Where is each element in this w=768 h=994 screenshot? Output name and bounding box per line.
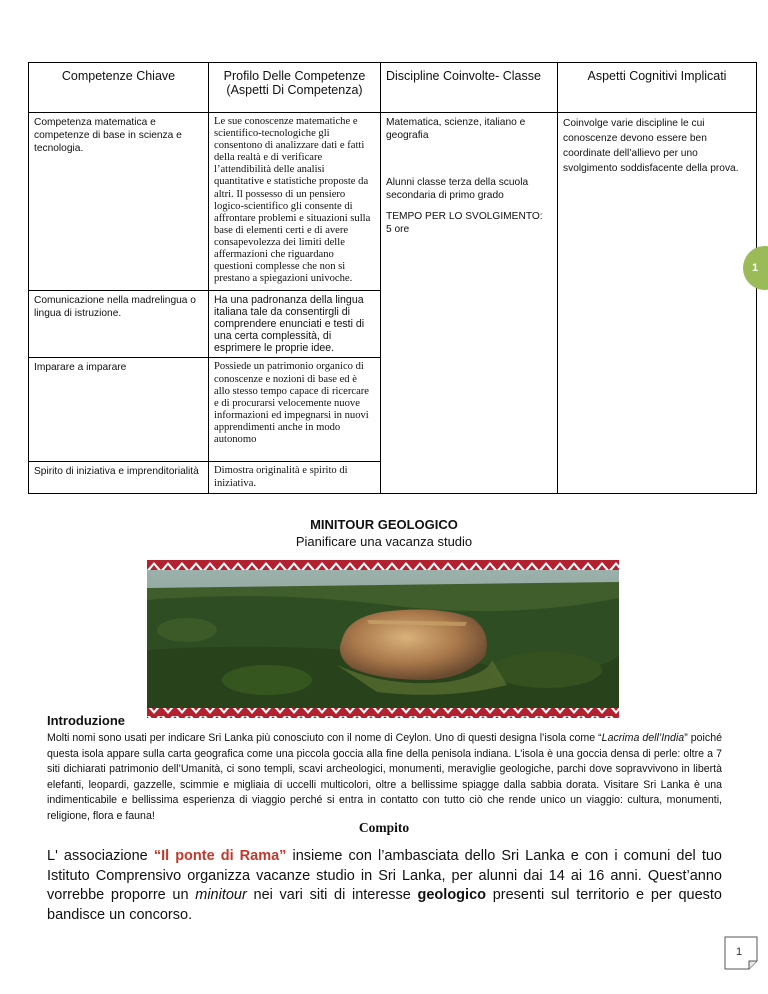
header-discipline: Discipline Coinvolte- Classe <box>381 63 558 113</box>
cell-profilo: Possiede un patrimonio organico di conoscenze e nozioni di base ed è allo stesso tempo capace di ricercare e di procurarsi velocemente nuove informazioni ed impegnarsi in nuovi apprendimenti anche in modo autonomo <box>209 358 381 462</box>
cell-profilo: Dimostra originalità e spirito di iniziativa. <box>209 462 381 493</box>
cell-profilo: Le sue conoscenze matematiche e scientifico-tecnologiche gli consentono di analizzare dati e fatti della realtà e di verificare l’attendibilità delle analisi quantitative e statistiche proposte da altri. Il possesso di un pensiero logico-scientifico gli consente di affrontare problemi e situazioni sulla base di elementi certi e di avere consapevolezza dei limiti delle affermazioni che riguardano questioni complesse che non si prestano a spiegazioni univoche. <box>209 113 381 291</box>
classe-text: Alunni classe terza della scuola secondaria di primo grado <box>386 177 529 201</box>
cell-chiave: Competenza matematica e competenze di base in scienza e tecnologia. <box>29 113 209 291</box>
intro-text-1: Molti nomi sono usati per indicare Sri Lanka più conosciuto con il nome di Ceylon. Uno di questi designa l’isola come “ <box>47 732 602 744</box>
tempo-text: TEMPO PER LO SVOLGIMENTO: 5 ore <box>386 211 543 235</box>
header-profilo: Profilo Delle Competenze (Aspetti Di Competenza) <box>209 63 381 113</box>
intro-emphasis: Lacrima dell’India <box>601 732 685 744</box>
header-competenze-chiave: Competenze Chiave <box>29 63 209 113</box>
intro-text-2: ” poiché questa isola appare sulla carta geografica come una piccola goccia alla fine della penisola indiana. L'isola è una goccia densa di perle: oltre a 7 siti dichiarati patrimonio dell’Umanità, ci sono templi, scavi archeologici, monumenti, meraviglie geologiche, parchi dove sopravvivono in libertà elefanti, leopardi, gazzelle, scimmie e migliaia di uccelli multicolori, oltre a bellissime spiagge dalla sabbia dorata. Visitare Sri Lanka è una indimenticabile e bellissima esperienza di viaggio perché si entra in contatto con tutto ciò che rende unico un viaggio: cultura, monumenti, religione, flora e fauna! <box>47 732 722 822</box>
compito-text-1: L' associazione <box>47 848 154 864</box>
cell-profilo: Ha una padronanza della lingua italiana tale da consentirgli di comprendere enunciati e testi di una certa complessità, di esprimere le proprie idee. <box>209 291 381 358</box>
compito-heading: Compito <box>358 820 410 835</box>
intro-paragraph <box>47 731 722 824</box>
table-header-row <box>29 63 757 113</box>
page-title: MINITOUR GEOLOGICO <box>310 517 458 532</box>
side-page-badge-number: 1 <box>752 262 759 274</box>
cell-chiave: Spirito di iniziativa e imprenditorialità <box>29 462 209 493</box>
sigiriya-photo <box>147 560 619 718</box>
discipline-text: Matematica, scienze, italiano e geografia <box>386 117 526 141</box>
compito-text-3: nei vari siti di interesse <box>246 887 418 903</box>
page-number-badge <box>723 935 759 971</box>
cell-aspetti: Coinvolge varie discipline le cui conoscenze devono essere ben coordinate dell’allievo per uno svolgimento soddisfacente della prova. <box>558 113 757 494</box>
header-aspetti: Aspetti Cognitivi Implicati <box>558 63 757 113</box>
cell-discipline <box>381 113 558 494</box>
page-number: 1 <box>735 946 743 958</box>
compito-emphasis: minitour <box>195 887 247 903</box>
compito-bold: geologico <box>417 887 486 903</box>
cell-chiave: Imparare a imparare <box>29 358 209 462</box>
competence-table <box>28 62 757 494</box>
table-row <box>29 113 757 291</box>
compito-association-name: “Il ponte di Rama” <box>153 848 287 864</box>
compito-paragraph <box>47 847 722 925</box>
cell-chiave: Comunicazione nella madrelingua o lingua di istruzione. <box>29 291 209 358</box>
compito-text-4: presenti sul territorio e per questo bandisce un concorso. <box>47 887 722 923</box>
intro-heading: Introduzione <box>47 713 125 728</box>
compito-text-2: insieme con l’ambasciata dello Sri Lanka e con i comuni del tuo Istituto Comprensivo organizza vacanze studio in Sri Lanka, per alunni dai 14 ai 16 anni. Quest’anno vorrebbe proporre un <box>47 848 723 903</box>
page-subtitle: Pianificare una vacanza studio <box>295 534 473 549</box>
